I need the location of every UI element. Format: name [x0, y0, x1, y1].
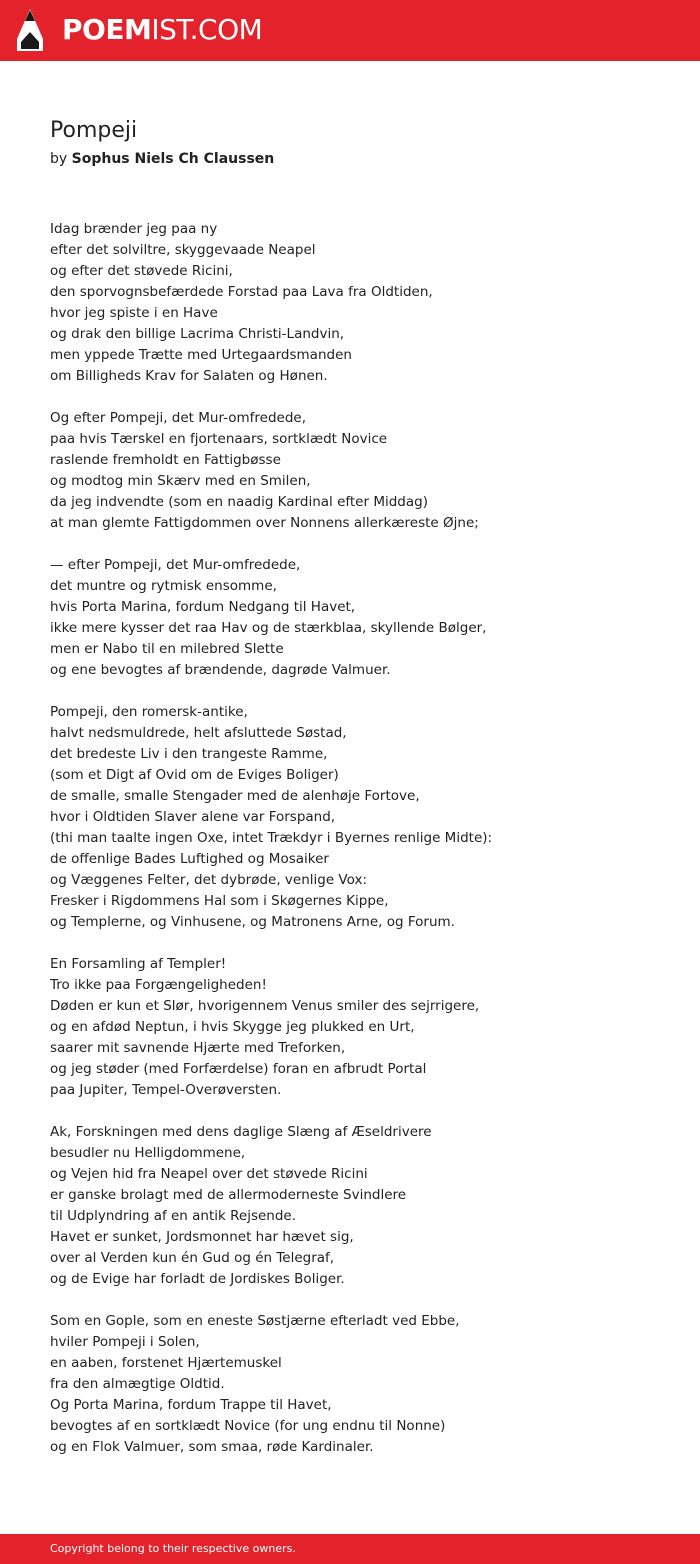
poem-line: en aaben, forstenet Hjærtemuskel — [50, 1355, 282, 1371]
poem-line: Havet er sunket, Jordsmonnet har hævet sig, — [50, 1229, 354, 1245]
poem-line: besudler nu Helligdommene, — [50, 1145, 246, 1161]
poem-line: saarer mit savnende Hjærte med Treforken, — [50, 1040, 346, 1056]
poem-stanza — [50, 954, 670, 1101]
poem-line: (thi man taalte ingen Oxe, intet Trækdyr i Byernes renlige Midte): — [50, 830, 493, 846]
poem-line: (som et Digt af Ovid om de Eviges Boliger) — [50, 767, 339, 783]
poem-line: Tro ikke paa Forgængeligheden! — [50, 977, 267, 993]
poem-line: da jeg indvendte (som en naadig Kardinal efter Middag) — [50, 494, 428, 510]
poem-line: det bredeste Liv i den trangeste Ramme, — [50, 746, 328, 762]
poem-line: og Vejen hid fra Neapel over det støvede Ricini — [50, 1166, 368, 1182]
brand-name-light: IST.COM — [151, 13, 263, 46]
poem-line: Pompeji, den romersk-antike, — [50, 704, 248, 720]
poem-line: om Billigheds Krav for Salaten og Hønen. — [50, 368, 328, 384]
poem-line: fra den almægtige Oldtid. — [50, 1376, 225, 1392]
poem-line: og Væggenes Felter, det dybrøde, venlige Vox: — [50, 872, 367, 888]
poem-line: efter det solviltre, skyggevaade Neapel — [50, 242, 316, 258]
poem-stanza — [50, 408, 670, 534]
poem-title: Pompeji — [50, 118, 138, 143]
poem-line: den sporvognsbefærdede Forstad paa Lava fra Oldtiden, — [50, 284, 433, 300]
poem-stanza — [50, 219, 670, 387]
poem-line: Og efter Pompeji, det Mur-omfredede, — [50, 410, 307, 426]
poem-line: ikke mere kysser det raa Hav og de stærkblaa, skyllende Bølger, — [50, 620, 487, 636]
poem-line: og ene bevogtes af brændende, dagrøde Valmuer. — [50, 662, 391, 678]
poem-line: Ak, Forskningen med dens daglige Slæng af Æseldrivere — [50, 1124, 432, 1140]
poem-line: hvor i Oldtiden Slaver alene var Forspand, — [50, 809, 336, 825]
poem-line: hvis Porta Marina, fordum Nedgang til Havet, — [50, 599, 356, 615]
pencil-tip-icon[interactable] — [17, 9, 43, 51]
site-footer — [0, 1534, 700, 1564]
poem-line: og Templerne, og Vinhusene, og Matronens Arne, og Forum. — [50, 914, 455, 930]
poem-line: — efter Pompeji, det Mur-omfredede, — [50, 557, 301, 573]
poem-line: Døden er kun et Slør, hvorigennem Venus smiler des sejrrigere, — [50, 998, 480, 1014]
poem-line: men er Nabo til en milebred Slette — [50, 641, 284, 657]
poem-line: de smalle, smalle Stengader med de alenhøje Fortove, — [50, 788, 420, 804]
poem-stanza — [50, 1311, 670, 1458]
poem-line: er ganske brolagt med de allermoderneste Svindlere — [50, 1187, 407, 1203]
poem-stanza — [50, 702, 670, 933]
copyright-notice: Copyright belong to their respective owners. — [50, 1542, 296, 1555]
poem-line: paa Jupiter, Tempel-Overøversten. — [50, 1082, 282, 1098]
site-header — [0, 0, 700, 61]
poem-body — [50, 219, 670, 1479]
byline — [50, 149, 274, 169]
poem-line: til Udplyndring af en antik Rejsende. — [50, 1208, 297, 1224]
poem-line: men yppede Trætte med Urtegaardsmanden — [50, 347, 352, 363]
poem-line: at man glemte Fattigdommen over Nonnens allerkæreste Øjne; — [50, 515, 479, 531]
poem-line: og jeg støder (med Forfærdelse) foran en afbrudt Portal — [50, 1061, 427, 1077]
poem-line: og efter det støvede Ricini, — [50, 263, 233, 279]
poem-line: hvor jeg spiste i en Have — [50, 305, 218, 321]
poem-line: En Forsamling af Templer! — [50, 956, 227, 972]
poem-stanza — [50, 1122, 670, 1290]
site-logo-link[interactable] — [62, 13, 262, 47]
poem-line: Fresker i Rigdommens Hal som i Skøgernes Kippe, — [50, 893, 389, 909]
poem-line: og modtog min Skærv med en Smilen, — [50, 473, 311, 489]
poem-line: Som en Gople, som en eneste Søstjærne efterladt ved Ebbe, — [50, 1313, 460, 1329]
poem-stanza — [50, 555, 670, 681]
poem-line: og en afdød Neptun, i hvis Skygge jeg plukked en Urt, — [50, 1019, 415, 1035]
author-name: Sophus Niels Ch Claussen — [71, 151, 275, 167]
poem-line: over al Verden kun én Gud og én Telegraf, — [50, 1250, 335, 1266]
poem-line: paa hvis Tærskel en fjortenaars, sortklædt Novice — [50, 431, 388, 447]
poem-line: og drak den billige Lacrima Christi-Landvin, — [50, 326, 345, 342]
poem-line: hviler Pompeji i Solen, — [50, 1334, 200, 1350]
poem-line: og de Evige har forladt de Jordiskes Boliger. — [50, 1271, 345, 1287]
brand-name-bold: POEM — [62, 13, 152, 46]
by-label: by — [50, 151, 68, 167]
poem-line: det muntre og rytmisk ensomme, — [50, 578, 277, 594]
poem-line: og en Flok Valmuer, som smaa, røde Kardinaler. — [50, 1439, 374, 1455]
poem-line: raslende fremholdt en Fattigbøsse — [50, 452, 281, 468]
poem-line: Idag brænder jeg paa ny — [50, 221, 218, 237]
poem-line: Og Porta Marina, fordum Trappe til Havet, — [50, 1397, 332, 1413]
poem-line: halvt nedsmuldrede, helt afsluttede Søstad, — [50, 725, 347, 741]
poem-line: bevogtes af en sortklædt Novice (for ung endnu til Nonne) — [50, 1418, 446, 1434]
poem-line: de offenlige Bades Luftighed og Mosaiker — [50, 851, 329, 867]
